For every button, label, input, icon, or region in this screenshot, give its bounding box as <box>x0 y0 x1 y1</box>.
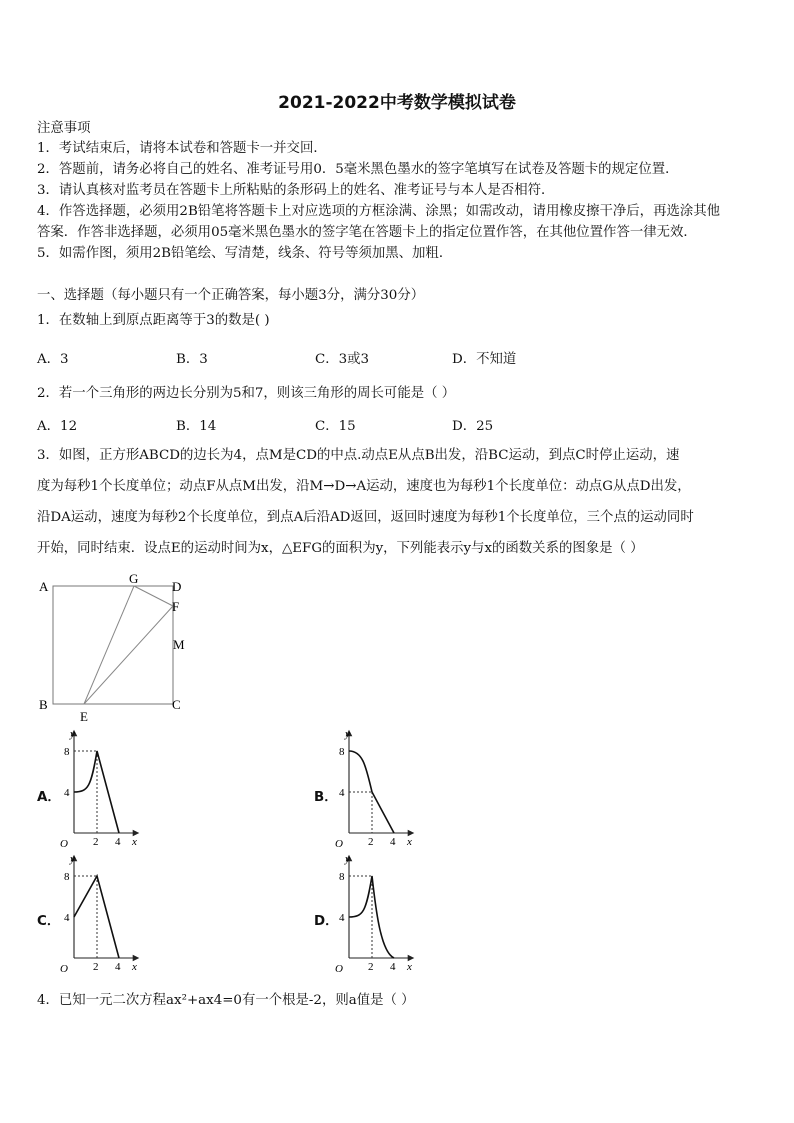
svg-text:2: 2 <box>93 836 99 847</box>
notice-item-4: 4．作答选择题，必须用2B铅笔将答题卡上对应选项的方框涂满、涂黑；如需改动，请用橡皮擦干净后，再选涂其他 <box>37 204 721 219</box>
svg-text:x: x <box>407 961 412 972</box>
svg-text:2: 2 <box>368 836 374 847</box>
section-heading: 一、选择题（每小题只有一个正确答案，每小题3分，满分30分） <box>37 288 425 303</box>
svg-text:4: 4 <box>115 836 121 847</box>
graph-a <box>58 727 148 847</box>
notice-item-1: 1．考试结束后，请将本试卷和答题卡一并交回． <box>37 141 327 156</box>
svg-text:2: 2 <box>93 961 99 972</box>
svg-text:x: x <box>132 836 137 847</box>
svg-text:x: x <box>132 961 137 972</box>
notice-item-4-cont: 答案．作答非选择题，必须用05毫米黑色墨水的签字笔在答题卡上的指定位置作答，在其他位置作答一律无效． <box>37 225 697 240</box>
svg-text:8: 8 <box>64 871 70 883</box>
svg-text:y: y <box>70 728 75 740</box>
graph-d <box>333 852 423 972</box>
label-g: G <box>129 571 139 586</box>
q2-option-a: A．12 <box>37 419 78 434</box>
svg-text:y: y <box>345 853 350 865</box>
square-abcd <box>53 586 173 704</box>
label-f: F <box>172 599 180 614</box>
label-e: E <box>80 709 88 724</box>
svg-text:y: y <box>70 853 75 865</box>
label-c: C <box>172 697 181 712</box>
graph-b <box>333 727 423 847</box>
svg-text:O: O <box>335 838 343 847</box>
svg-text:4: 4 <box>390 836 396 847</box>
q3-option-c-label: C． <box>37 914 61 929</box>
q2-option-d: D．25 <box>452 419 494 434</box>
exam-title: 2021-2022中考数学模拟试卷 <box>278 93 516 113</box>
svg-text:4: 4 <box>64 787 70 799</box>
svg-text:8: 8 <box>339 746 345 758</box>
q1-option-b: B．3 <box>176 352 208 367</box>
notice-item-2: 2．答题前，请务必将自己的姓名、准考证号用0．5毫米黑色墨水的签字笔填写在试卷及答题卡的规定位置． <box>37 162 679 177</box>
svg-text:x: x <box>407 836 412 847</box>
svg-text:O: O <box>60 838 68 847</box>
q1-option-d: D．不知道 <box>452 352 517 367</box>
q3-line-4: 开始，同时结束．设点E的运动时间为x，△EFG的面积为y，下列能表示y与x的函数关系的图象是（ ） <box>37 541 644 556</box>
q3-line-1: 3．如图，正方形ABCD的边长为4，点M是CD的中点.动点E从点B出发，沿BC运动，到点C时停止运动，速 <box>37 448 680 463</box>
q3-line-2: 度为每秒1个长度单位；动点F从点M出发，沿M→D→A运动，速度也为每秒1个长度单位：动点G从点D出发， <box>37 479 691 494</box>
notice-item-5: 5．如需作图，须用2B铅笔绘、写清楚，线条、符号等须加黑、加粗． <box>37 246 453 261</box>
q1-option-c: C．3或3 <box>315 352 370 367</box>
q3-option-a-label: A． <box>37 790 61 805</box>
label-b: B <box>39 697 48 712</box>
svg-text:4: 4 <box>64 912 70 924</box>
q4-stem: 4．已知一元二次方程ax²+ax4=0有一个根是-2，则a值是（ ） <box>37 993 415 1008</box>
q3-line-3: 沿DA运动，速度为每秒2个长度单位，到点A后沿AD返回，返回时速度为每秒1个长度单位，三个点的运动同时 <box>37 510 694 525</box>
svg-text:4: 4 <box>390 961 396 972</box>
label-m: M <box>173 637 185 652</box>
label-a: A <box>39 579 49 594</box>
svg-text:y: y <box>345 728 350 740</box>
q3-option-b-label: B． <box>314 790 338 805</box>
svg-text:O: O <box>60 963 68 972</box>
square-figure <box>30 570 200 725</box>
q2-option-b: B．14 <box>176 419 217 434</box>
label-d: D <box>172 579 182 594</box>
notice-heading: 注意事项 <box>37 121 91 136</box>
segment-gf <box>134 586 173 606</box>
svg-text:4: 4 <box>115 961 121 972</box>
q2-stem: 2．若一个三角形的两边长分别为5和7，则该三角形的周长可能是（ ） <box>37 386 456 401</box>
svg-text:4: 4 <box>339 912 345 924</box>
q3-option-d-label: D． <box>314 914 339 929</box>
segment-ge <box>84 586 134 704</box>
q2-option-c: C．15 <box>315 419 356 434</box>
segment-fe <box>84 606 173 704</box>
svg-text:O: O <box>335 963 343 972</box>
svg-text:8: 8 <box>339 871 345 883</box>
graph-c <box>58 852 148 972</box>
svg-text:4: 4 <box>339 787 345 799</box>
svg-text:2: 2 <box>368 961 374 972</box>
q1-stem: 1．在数轴上到原点距离等于3的数是( ) <box>37 313 270 328</box>
notice-item-3: 3．请认真核对监考员在答题卡上所粘贴的条形码上的姓名、准考证号与本人是否相符． <box>37 183 555 198</box>
q1-option-a: A．3 <box>37 352 69 367</box>
svg-text:8: 8 <box>64 746 70 758</box>
